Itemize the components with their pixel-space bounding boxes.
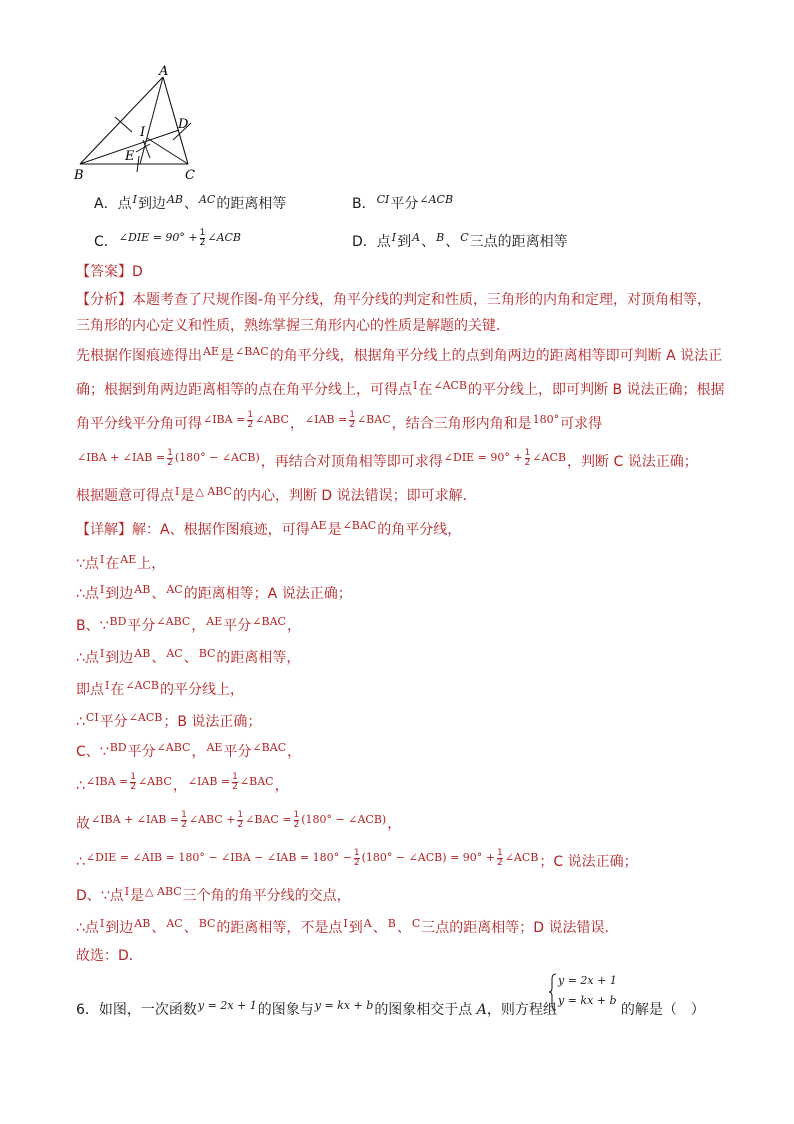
detail-line-9: ∴$^{\angle IBA =}$ $\frac{1}{2}$ $^{\angle ABC}$，$^{\angle IAB =}$ $\frac{1}{2}$ $^{\angle BAC}$，: [76, 771, 289, 794]
analysis-line-5: 角平分线平分角可得$^{\angle IBA =}$ $\frac{1}{2}$ $^{\angle ABC}$，$^{\angle IAB =}$ $\frac{1}{2}$ $^{\angle BAC}$，结合三角形内角和是$^{180^\circ}$可求得: [76, 409, 603, 432]
analysis-line-6: $^{\angle IBA + \angle IAB =}$ $\frac{1}{2}$ $^{(180^\circ - \angle ACB)}$，再结合对顶角相等即可求得$^{\angle DIE = 90^\circ +}$ $\frac{1}{2}$ $^{\angle ACB}$，判断 C 说法正确；: [77, 447, 698, 470]
system-eq-2: y = kx + b: [558, 994, 617, 1007]
label-b: B: [74, 168, 84, 183]
detail-line-1: 【详解】解：A、根据作图痕迹，可得$^{AE}$是$^{\angle BAC}$的角平分线，: [76, 519, 462, 538]
option-b: B．$^{CI}$平分$^{\angle ACB}$: [352, 193, 454, 212]
option-d: D．点$^I$到$^A$、$^B$、$^C$三点的距离相等: [352, 231, 568, 250]
detail-line-10: 故$^{\angle IBA + \angle IAB =}$ $\frac{1}{2}$ $^{\angle ABC +}$ $\frac{1}{2}$ $^{\angle BAC =}$ $\frac{1}{2}$ $^{(180^\circ - \angle ACB)}$，: [76, 809, 402, 832]
analysis-line-7: 根据题意可得点$^I$是$^{\triangle ABC}$的内心，判断 D 说法错误；即可求解．: [76, 485, 477, 504]
analysis-line-4: 确；根据到角两边距离相等的点在角平分线上，可得点$^I$在$^{\angle ACB}$的平分线上，即可判断 B 说法正确；根据: [76, 379, 725, 398]
option-a: A．点$^I$到边$^{AB}$、$^{AC}$的距离相等: [94, 193, 287, 212]
analysis-line-1: 【分析】本题考查了尺规作图-角平分线，角平分线的判定和性质，三角形的内角和定理，对顶角相等，: [76, 292, 712, 308]
label-d: D: [178, 117, 189, 132]
equation-system: [549, 973, 617, 1011]
side-ab: [80, 77, 163, 164]
label-e: E: [125, 149, 135, 164]
triangle-figure: [70, 60, 220, 185]
brace-icon: [549, 973, 557, 1011]
detail-line-2: ∵点$^I$在$^{AE}$上，: [76, 553, 166, 572]
detail-line-8: C、∵$^{BD}$平分$^{\angle ABC}$，$^{AE}$平分$^{\angle BAC}$，: [76, 741, 302, 760]
detail-line-12: D、∵点$^I$是$^{\triangle ABC}$三个角的角平分线的交点，: [76, 885, 351, 904]
analysis-line-3: 先根据作图痕迹得出$^{AE}$是$^{\angle BAC}$的角平分线，根据角平分线上的点到角两边的距离相等即可判断 A 说法正: [76, 345, 723, 364]
segment-ae: [140, 77, 163, 164]
label-c: C: [185, 168, 195, 183]
system-eq-1: y = 2x + 1: [558, 974, 617, 987]
detail-line-14: 故选：D．: [76, 948, 143, 964]
label-a: A: [159, 64, 169, 79]
detail-line-4: B、∵$^{BD}$平分$^{\angle ABC}$，$^{AE}$平分$^{\angle BAC}$，: [76, 615, 301, 634]
detail-line-3: ∴点$^I$到边$^{AB}$、$^{AC}$的距离相等；A 说法正确；: [76, 583, 352, 602]
label-i: I: [140, 125, 146, 140]
option-c: C．$^{\angle DIE = 90^\circ +}$ $\frac{1}{2}$ $^{\angle ACB}$: [94, 227, 242, 250]
answer-line: 【答案】D: [76, 264, 143, 280]
detail-line-11: ∴$^{\angle DIE = \angle AIB = 180^\circ - \angle IBA - \angle IAB = 180^\circ -}$ $\frac{1}{2}$ $^{(180^\circ - \angle ACB) = 90^\circ +}$ $\frac{1}{2}$ $^{\angle ACB}$；C 说法正确；: [76, 847, 638, 870]
detail-line-13: ∴点$^I$到边$^{AB}$、$^{AC}$、$^{BC}$的距离相等，不是点$^I$到$^A$、$^B$、$^C$三点的距离相等；D 说法错误．: [76, 917, 619, 936]
question-6: 6．如图，一次函数$^{y = 2x + 1}$的图象与$^{y = kx + b}$的图象相交于点 A，则方程组 的解是（ ）: [76, 999, 705, 1018]
detail-line-5: ∴点$^I$到边$^{AB}$、$^{AC}$、$^{BC}$的距离相等，: [76, 647, 301, 666]
detail-line-6: 即点$^I$在$^{\angle ACB}$的平分线上，: [76, 679, 245, 698]
analysis-line-2: 三角形的内心定义和性质，熟练掌握三角形内心的性质是解题的关键．: [76, 318, 510, 334]
detail-line-7: ∴$^{CI}$平分$^{\angle ACB}$；B 说法正确；: [76, 711, 262, 730]
